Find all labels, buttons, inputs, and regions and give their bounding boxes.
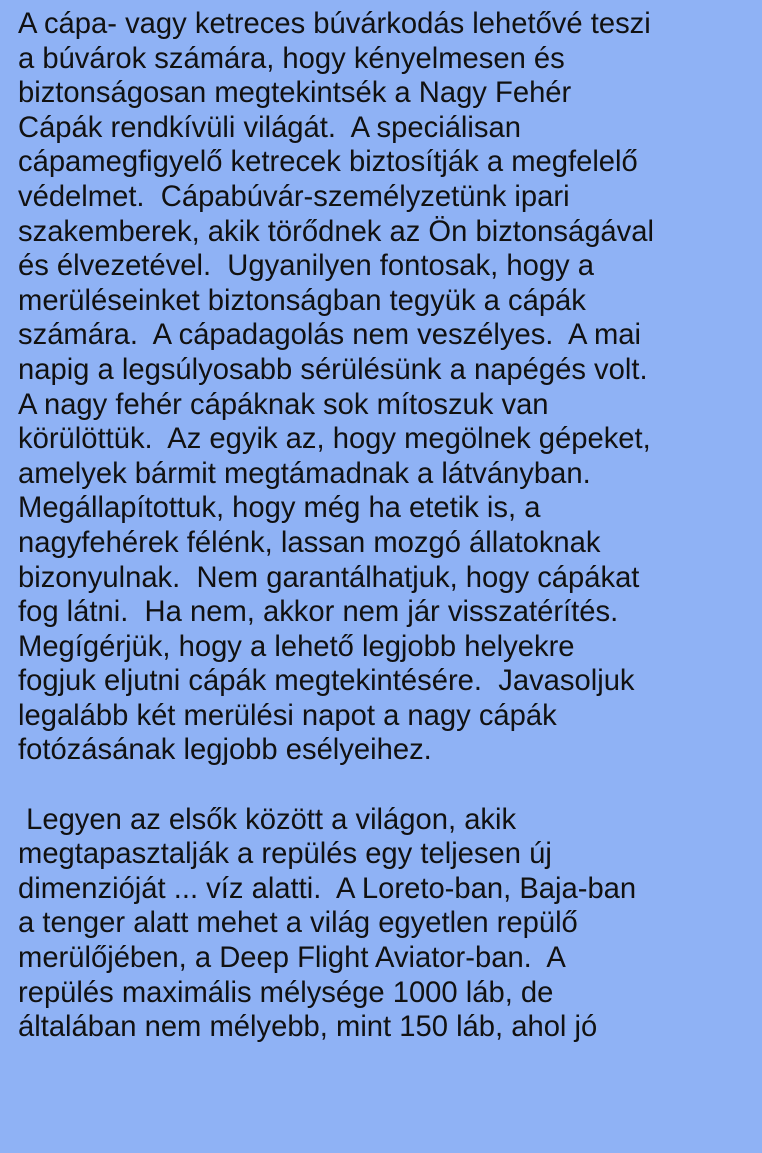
text-line: a búvárok számára, hogy kényelmesen és [18, 42, 565, 75]
text-line: Cápák rendkívüli világát. A speciálisan [18, 111, 521, 144]
paragraph-spacer [18, 768, 748, 803]
text-line: Megígérjük, hogy a lehető legjobb helyekre [18, 630, 575, 663]
text-line: merülőjében, a Deep Flight Aviator-ban. A [18, 942, 566, 975]
text-line: Megállapítottuk, hogy még ha etetik is, a [18, 492, 541, 525]
text-line: bizonyulnak. Nem garantálhatjuk, hogy cápákat [18, 561, 640, 594]
text-line: körülöttük. Az egyik az, hogy megölnek gépeket, [18, 423, 651, 456]
text-line: számára. A cápadagolás nem veszélyes. A mai [18, 319, 641, 352]
text-line: szakemberek, akik törődnek az Ön biztonságával [18, 215, 654, 248]
text-line: biztonságosan megtekintsék a Nagy Fehér [18, 77, 572, 110]
text-line: cápamegfigyelő ketrecek biztosítják a megfelelő [18, 146, 638, 179]
text-line: A cápa- vagy ketreces búvárkodás lehetővé teszi [18, 8, 651, 40]
text-line: legalább két merülési napot a nagy cápák [18, 699, 557, 732]
text-line: fogjuk eljutni cápák megtekintésére. Javasoljuk [18, 665, 635, 698]
text-line: merüléseinket biztonságban tegyük a cápák [18, 284, 586, 317]
text-line: általában nem mélyebb, mint 150 láb, ahol jó [18, 1011, 598, 1044]
text-line: megtapasztalják a repülés egy teljesen új [18, 838, 552, 871]
text-line: repülés maximális mélysége 1000 láb, de [18, 976, 554, 1009]
text-line: fotózásának legjobb esélyeihez. [18, 734, 432, 767]
text-line: A nagy fehér cápáknak sok mítoszuk van [18, 388, 549, 421]
text-line: fog látni. Ha nem, akkor nem jár visszatérítés. [18, 596, 619, 629]
text-line: és élvezetével. Ugyanilyen fontosak, hogy a [18, 250, 594, 283]
text-line: Legyen az elsők között a világon, akik [18, 803, 517, 836]
text-line: dimenzióját ... víz alatti. A Loreto-ban, Baja-ban [18, 872, 637, 905]
paragraph-deep-flight [18, 803, 748, 1045]
text-line: védelmet. Cápabúvár-személyzetünk ipari [18, 180, 570, 213]
text-line: amelyek bármit megtámadnak a látványban. [18, 457, 591, 490]
text-line: nagyfehérek félénk, lassan mozgó állatoknak [18, 526, 601, 559]
paragraph-shark-cage-diving [18, 7, 748, 768]
text-line: a tenger alatt mehet a világ egyetlen repülő [18, 907, 578, 940]
text-line: napig a legsúlyosabb sérülésünk a napégés volt. [18, 353, 648, 386]
